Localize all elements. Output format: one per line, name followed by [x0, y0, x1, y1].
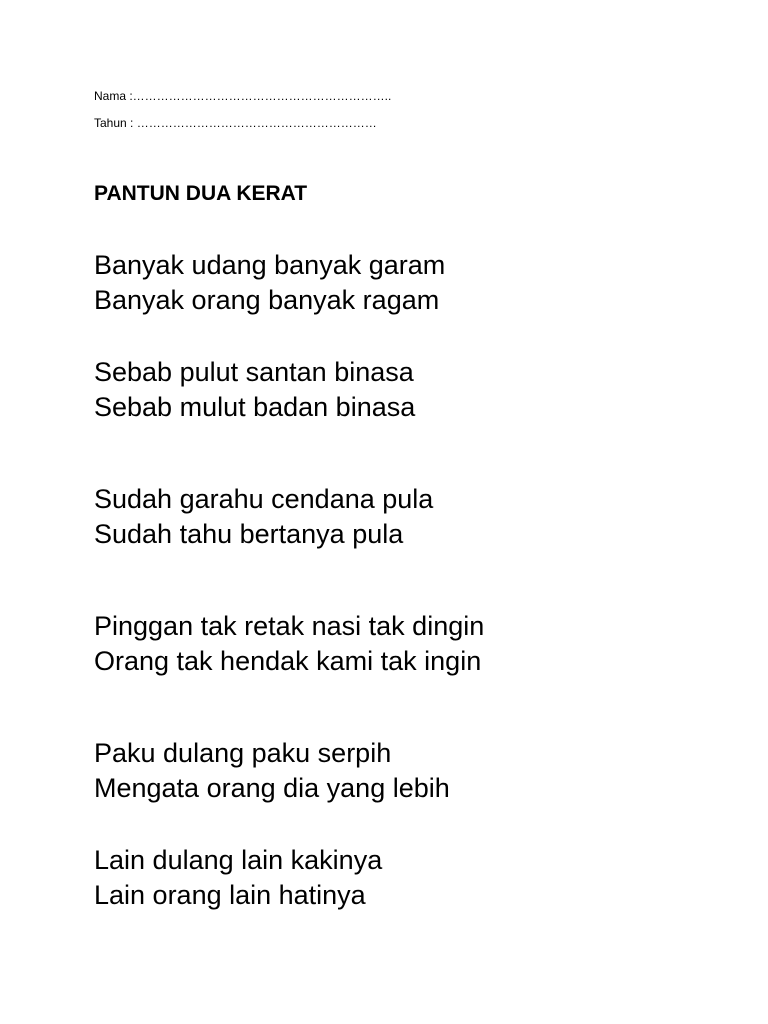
pantun-stanza-3	[94, 482, 433, 552]
pantun-stanza-1	[94, 248, 445, 318]
pantun-line: Sebab pulut santan binasa	[94, 357, 414, 387]
pantun-line: Mengata orang dia yang lebih	[94, 773, 450, 803]
pantun-stanza-5	[94, 736, 450, 806]
pantun-line: Lain dulang lain kakinya	[94, 845, 383, 875]
pantun-line: Paku dulang paku serpih	[94, 738, 392, 768]
pantun-line: Sebab mulut badan binasa	[94, 392, 416, 422]
pantun-stanza-6	[94, 843, 382, 913]
pantun-line: Orang tak hendak kami tak ingin	[94, 646, 482, 676]
pantun-stanza-4	[94, 609, 484, 679]
pantun-stanza-2	[94, 355, 415, 425]
page-title: PANTUN DUA KERAT	[94, 182, 308, 205]
pantun-line: Pinggan tak retak nasi tak dingin	[94, 611, 485, 641]
pantun-line: Sudah tahu bertanya pula	[94, 519, 404, 549]
name-field: Nama :………………………………………………………..	[94, 89, 392, 103]
pantun-line: Sudah garahu cendana pula	[94, 484, 434, 514]
year-field: Tahun : ……………………………………………………	[94, 116, 377, 130]
pantun-line: Lain orang lain hatinya	[94, 880, 366, 910]
pantun-line: Banyak udang banyak garam	[94, 250, 446, 280]
pantun-line: Banyak orang banyak ragam	[94, 285, 440, 315]
